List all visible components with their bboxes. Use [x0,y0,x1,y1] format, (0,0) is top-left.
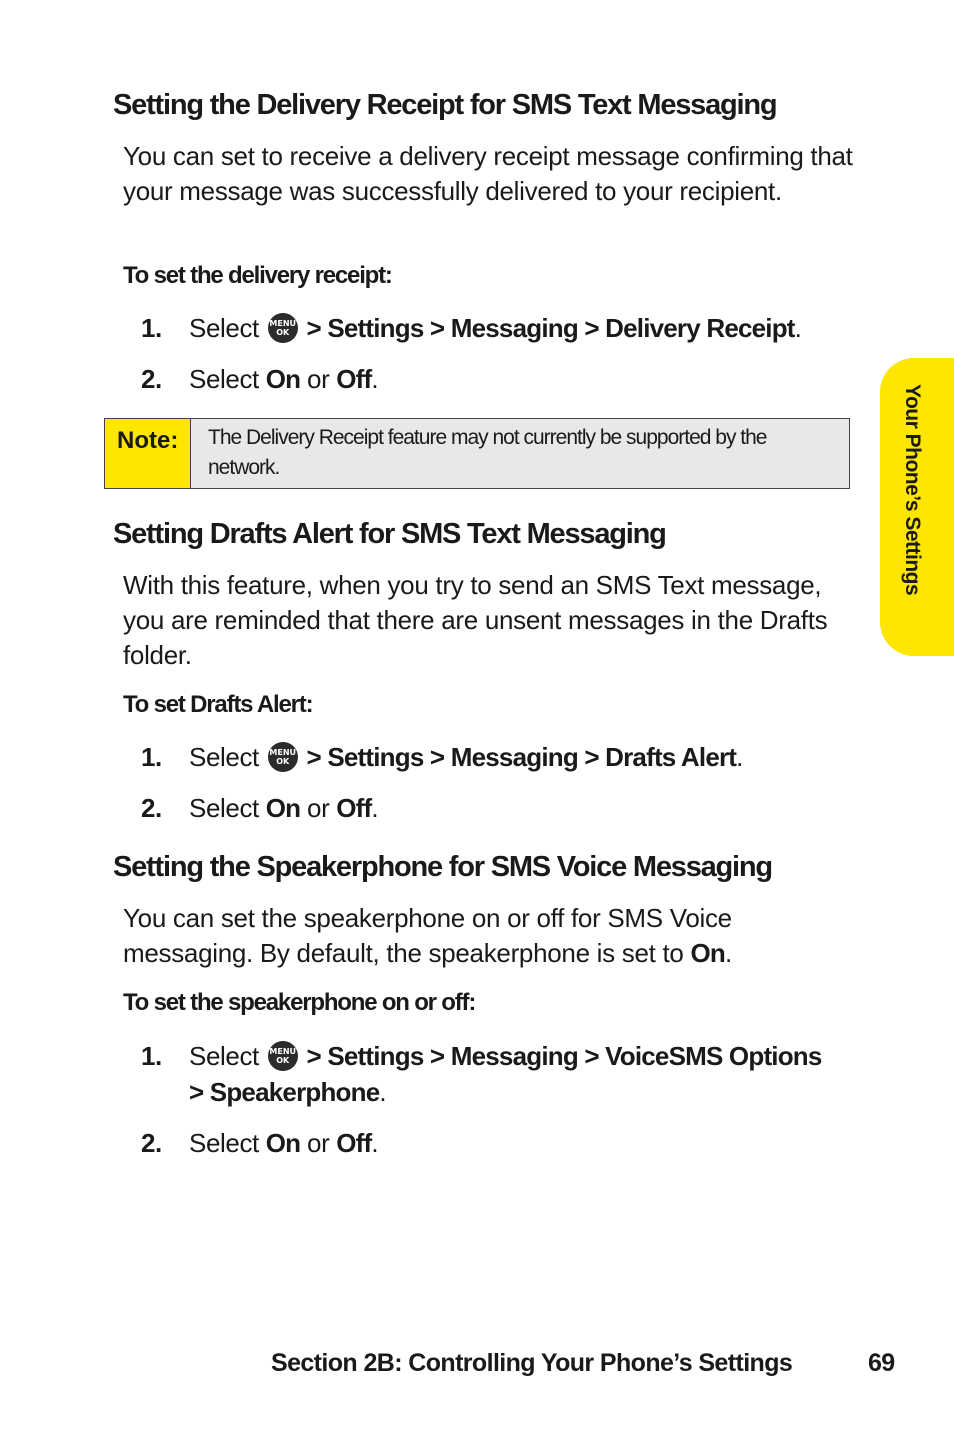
heading-drafts-alert: Setting Drafts Alert for SMS Text Messaging [113,518,666,550]
step-select-word: Select [189,313,259,343]
note-text: The Delivery Receipt feature may not currently be supported by the network. [208,426,767,479]
subheading-delivery-receipt: To set the delivery receipt: [123,262,392,289]
step-number: 1. [141,1041,162,1071]
step-number: 1. [141,742,162,772]
option-on: On [265,1128,301,1158]
step-number: 2. [141,1128,162,1158]
side-tab-label: Your Phone’s Settings [901,384,924,596]
subheading-speakerphone: To set the speakerphone on or off: [123,989,476,1016]
option-on: On [265,364,301,394]
step-number: 2. [141,793,162,823]
step-number: 2. [141,364,162,394]
section-side-tab [880,358,954,656]
note-box [104,418,850,489]
menu-path: > Settings > Messaging > Drafts Alert [306,742,737,772]
option-off: Off [336,793,372,823]
menu-path: > Settings > Messaging > Delivery Receipt [306,313,795,343]
option-off: Off [336,364,372,394]
page-number: 69 [868,1349,895,1377]
menu-path: > Settings > Messaging > VoiceSMS Options > Speakerphone [189,1041,822,1107]
menu-ok-key-icon: MENU OK [268,1041,298,1071]
heading-delivery-receipt: Setting the Delivery Receipt for SMS Text Messaging [113,89,777,121]
body-delivery-receipt: You can set to receive a delivery receipt message confirming that your message was successfully delivered to your recipient. [123,141,853,206]
menu-ok-key-icon: MENU OK [268,313,298,343]
body-speakerphone: You can set the speakerphone on or off for SMS Voice messaging. By default, the speakerphone is set to On. [123,903,732,968]
option-on: On [265,793,301,823]
step-number: 1. [141,313,162,343]
default-on: On [690,938,725,968]
subheading-drafts-alert: To set Drafts Alert: [123,691,313,718]
option-off: Off [336,1128,372,1158]
body-drafts-alert: With this feature, when you try to send an SMS Text message, you are reminded that there are unsent messages in the Drafts folder. [123,570,828,670]
heading-speakerphone: Setting the Speakerphone for SMS Voice Messaging [113,851,772,883]
footer-section-title: Section 2B: Controlling Your Phone’s Settings [271,1349,793,1377]
note-label: Note: [105,419,191,488]
menu-ok-key-icon: MENU OK [268,742,298,772]
